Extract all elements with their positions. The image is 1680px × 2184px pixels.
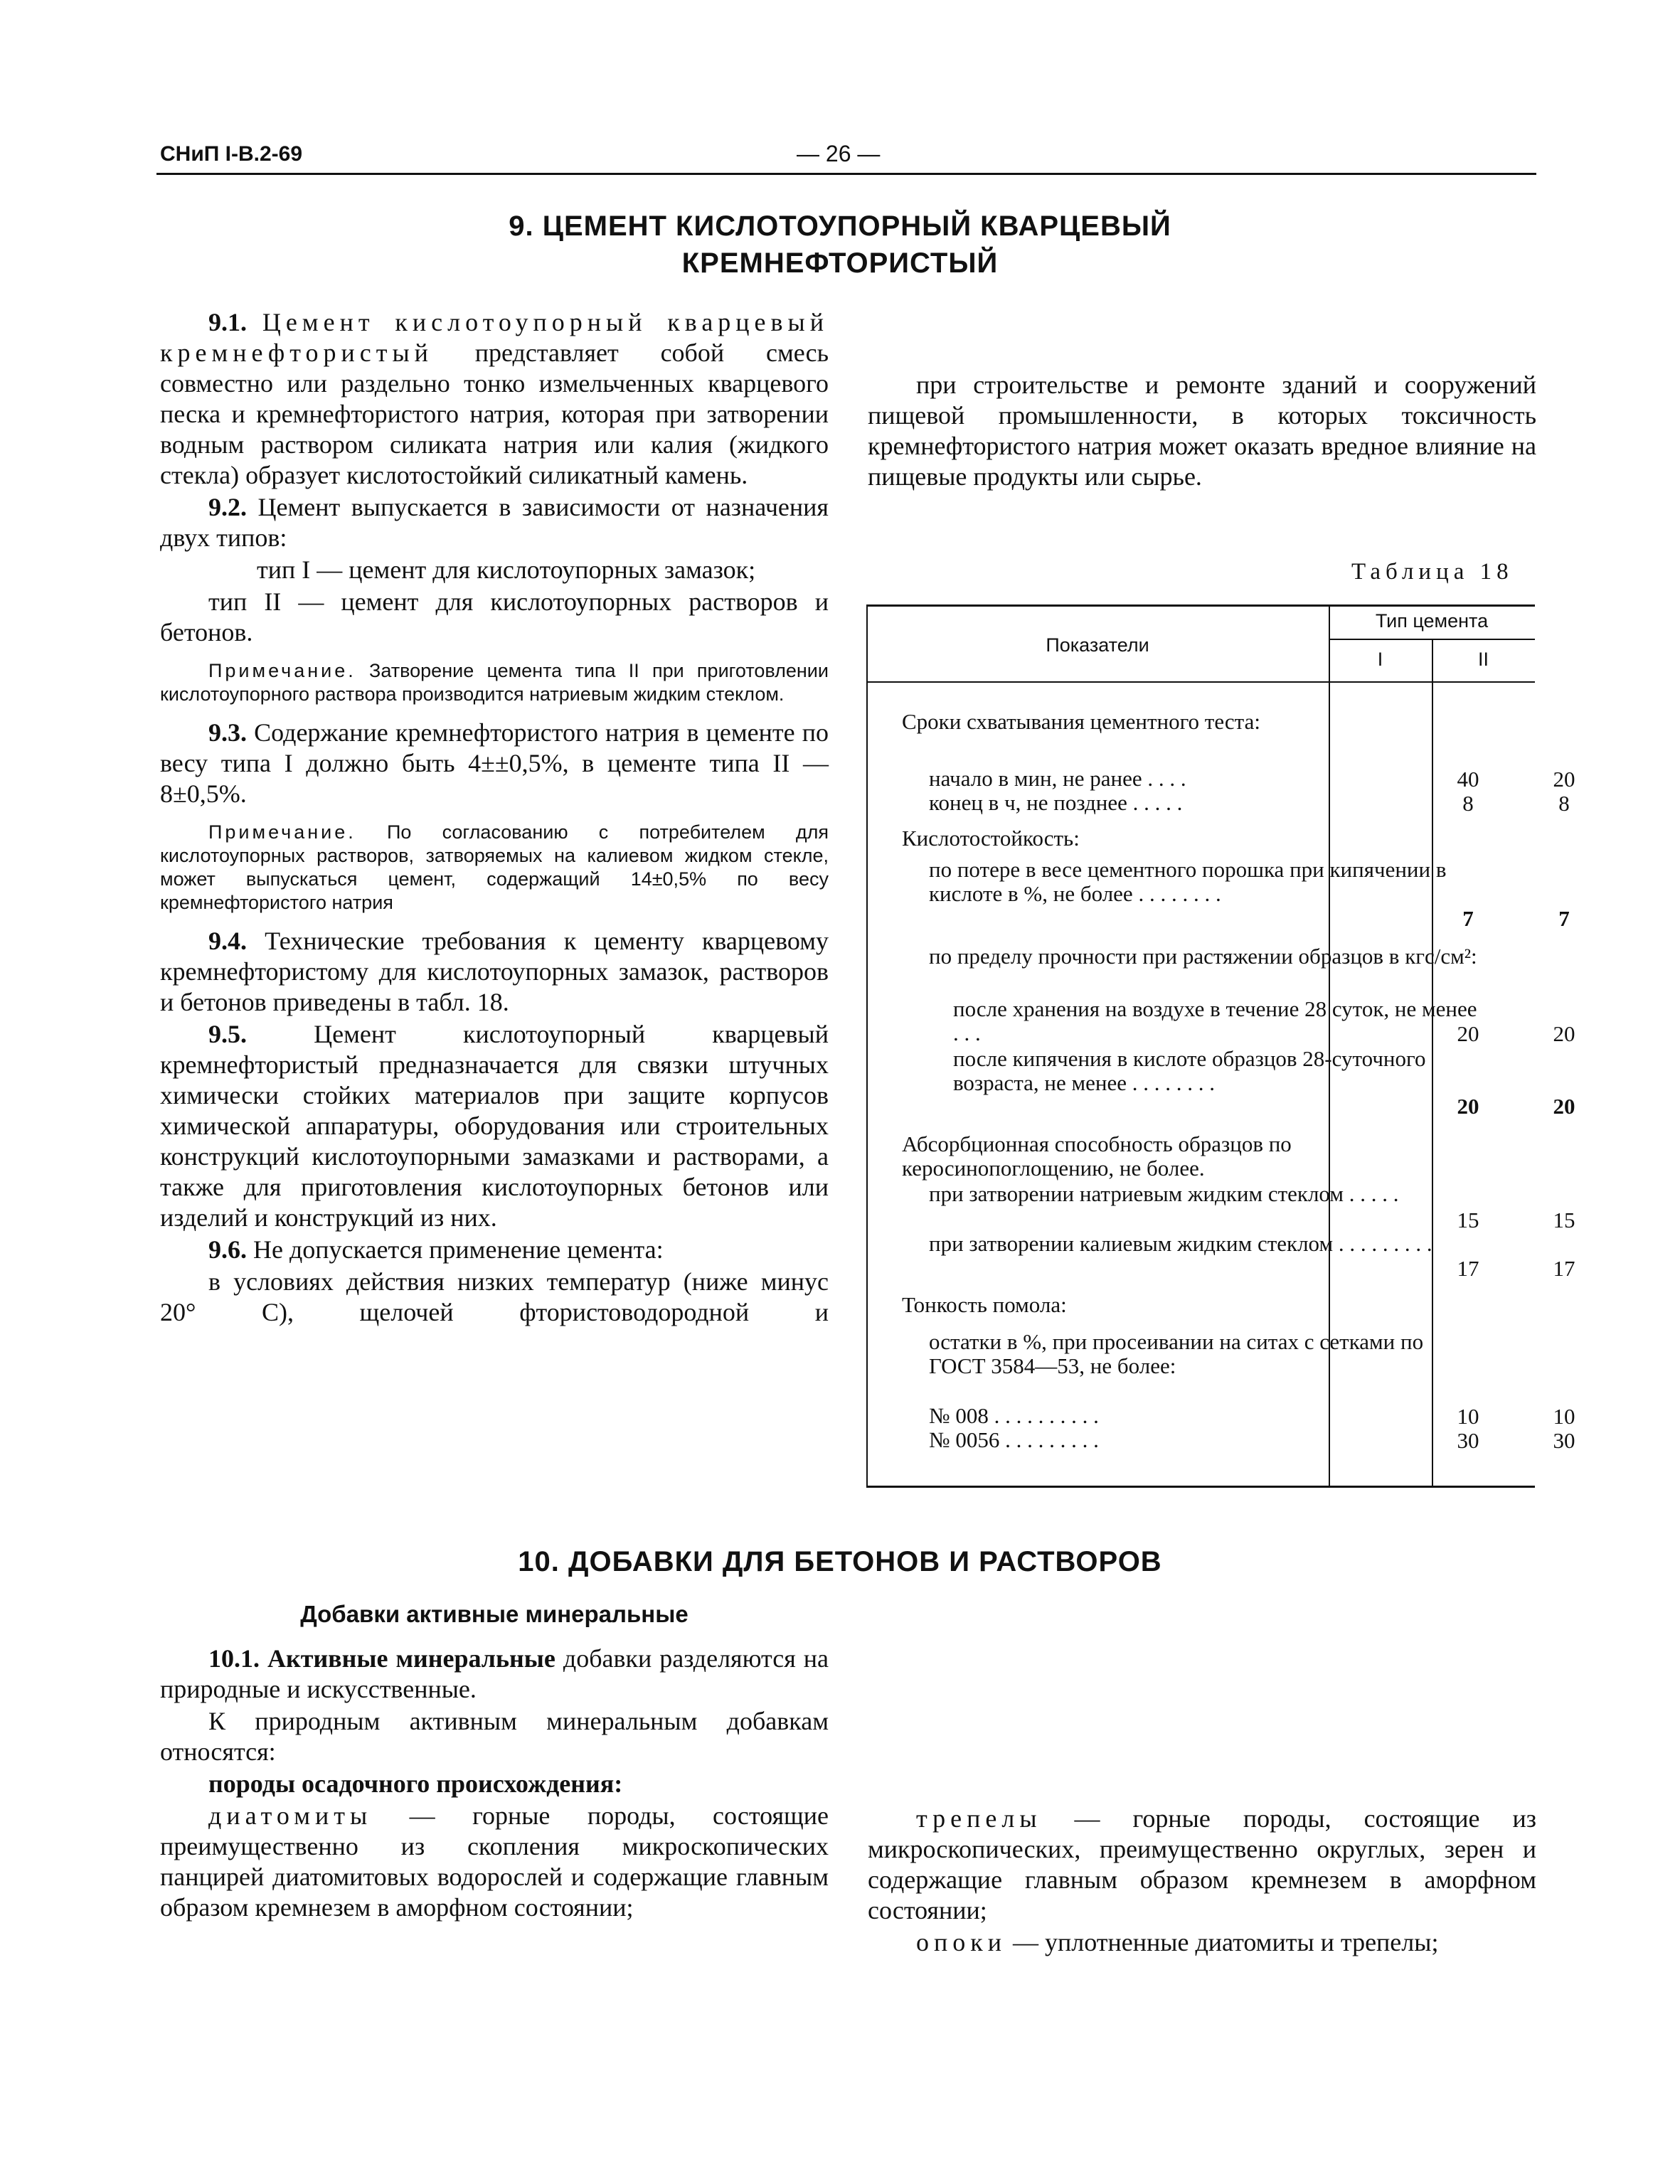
table-cell-type-ii: 17 — [1553, 1256, 1575, 1281]
term: опоки — [916, 1928, 1007, 1956]
table-cell-type-i: 20 — [1457, 1094, 1479, 1119]
section-10-left-column — [160, 1599, 829, 1924]
table-cell-type-i: 20 — [1457, 1021, 1479, 1046]
paragraph-9-3 — [160, 718, 829, 809]
paragraph-9-6-item-2: при строительстве и ремонте зданий и сооружений пищевой промышленности, в которых токсичность кремнефтористого натрия может оказать вредное влияние на пищевые продукты или сырье. — [868, 371, 1536, 491]
table-cell-type-i: 40 — [1457, 767, 1479, 792]
paragraph-10-1-natural: К природным активным минеральным добавкам относятся: — [160, 1707, 829, 1766]
header-type-ii: II — [1477, 649, 1489, 670]
term: трепелы — [916, 1804, 1042, 1833]
table-row-label: после кипячения в кислоте образцов 28-суточного возраста, не менее . . . . . . . . — [953, 1046, 1426, 1095]
paragraph-9-6-item-1: в условиях действия низких температур (ниже минус 20° С), щелочей фтористоводородной и — [160, 1267, 829, 1326]
table-row-label: при затворении калиевым жидким стеклом . . . . . . . . . — [929, 1231, 1432, 1256]
table-row-label: по пределу прочности при растяжении образцов в кгс/см²: — [929, 944, 1477, 969]
table-row-label: Абсорбционная способность образцов по керосинопоглощению, не более. — [902, 1131, 1292, 1181]
paragraph-text: Цемент выпускается в зависимости от назначения двух типов: — [160, 493, 829, 552]
term: диатомиты — [208, 1801, 373, 1830]
paragraph-9-6 — [160, 1235, 829, 1265]
paragraph-number: 9.3. — [208, 718, 247, 747]
table-cell-type-ii: 30 — [1553, 1428, 1575, 1453]
paragraph-9-2 — [160, 492, 829, 553]
table-cell-type-ii: 20 — [1553, 1094, 1575, 1119]
paragraph-text: Цемент кислотоупорный кварцевый кремнефтористый предназначается для связки штучных химически стойких материалов при защите корпусов химической аппаратуры, оборудования или строительных конструкций кислотоупорными замазками и растворами, а также для приготовления кислотоупорных бетонов или изделий и конструкций из них. — [160, 1020, 829, 1232]
table-cell-type-i: 7 — [1462, 906, 1474, 931]
table-row-label: после хранения на воздухе в течение 28 суток, не менее . . . — [953, 996, 1477, 1045]
term: Цемент кислотоупорный кварцевый кремнефтористый — [160, 308, 829, 367]
paragraph-text: добавки разделяются на природные и искусственные. — [160, 1644, 829, 1703]
table-row-label: конец в ч, не позднее . . . . . — [929, 790, 1183, 815]
paragraph-text: — горные породы, состоящие из микроскопических, преимущественно округлых, зерен и содержащие главным образом кремнезем в аморфном состоянии; — [868, 1804, 1537, 1924]
table-18 — [866, 604, 1575, 1488]
tripoli-item — [868, 1804, 1536, 1926]
header-type-i: I — [1377, 649, 1383, 670]
table-cell-type-i: 17 — [1457, 1256, 1479, 1281]
page-number: — 26 — — [797, 141, 881, 166]
paragraph-9-6-item-1-continuation — [868, 307, 1536, 368]
note-label: Примечание. — [208, 660, 356, 681]
header-cement-type: Тип цемента — [1375, 610, 1489, 632]
sedimentary-heading: породы осадочного происхождения: — [208, 1769, 623, 1798]
table-cell-type-i: 8 — [1462, 791, 1474, 816]
paragraph-text: Содержание кремнефтористого натрия в цементе по весу типа I должно быть 4±±0,5%, в цементе типа II — 8±0,5%. — [160, 718, 829, 808]
note-label: Примечание. — [208, 821, 356, 843]
paragraph-text: Технические требования к цементу кварцевому кремнефтористому для кислотоупорных замазок, растворов и бетонов приведены в табл. 18. — [160, 927, 829, 1016]
subsection-title: Добавки активные минеральные — [300, 1601, 689, 1627]
table-row-label: по потере в весе цементного порошка при кипячении в кислоте в %, не более . . . . . . . . — [929, 857, 1447, 906]
opoka-item — [868, 1927, 1536, 1958]
section-10-right-column — [868, 1804, 1536, 1959]
table-row-label: начало в мин, не ранее . . . . — [929, 766, 1186, 791]
section-9-right-column — [868, 307, 1536, 494]
table-cell-type-i: 30 — [1457, 1428, 1479, 1453]
document-code: СНиП I-В.2-69 — [160, 142, 303, 166]
table-row-label: Тонкость помола: — [902, 1292, 1067, 1317]
table-cell-type-ii: 10 — [1553, 1404, 1575, 1429]
note-text: Затворение цемента типа II при приготовлении кислотоупорного раствора производится натриевым жидким стеклом. — [160, 660, 829, 705]
paragraph-text: представляет собой смесь совместно или раздельно тонко измельченных кварцевого песка и кремнефтористого натрия, которая при затворении водным раствором силиката натрия или калия (жидкого стекла) образует кислотостойкий силикатный камень. — [160, 339, 829, 489]
table-row-label: Кислотостойкость: — [902, 826, 1080, 851]
table-row-label: остатки в %, при просеивании на ситах с сетками по ГОСТ 3584—53, не более: — [929, 1329, 1424, 1378]
table-left-border — [866, 604, 868, 1488]
table-18-caption: Таблица 18 — [1351, 559, 1514, 585]
paragraph-text: Не допускается применение цемента: — [253, 1235, 664, 1264]
table-cell-type-i: 15 — [1457, 1208, 1479, 1232]
paragraph-number: 10.1. — [208, 1644, 260, 1673]
header-bottom-border — [866, 681, 1535, 683]
paragraph-number: 9.1. — [208, 308, 247, 336]
type-1-item: тип I — цемент для кислотоупорных замазок; — [257, 555, 756, 584]
paragraph-10-1 — [160, 1644, 829, 1705]
note-text: По согласованию с потребителем для кислотоупорных растворов, затворяемых на калиевом жидком стекле, может выпускаться цемент, содержащий 14±0,5% по весу кремнефтористого натрия — [160, 821, 829, 913]
table-cell-type-ii: 7 — [1558, 906, 1570, 931]
section-9-left-column — [160, 307, 829, 1329]
header-rule — [156, 173, 1536, 175]
diatomite-item — [160, 1801, 829, 1923]
section-9-title — [0, 208, 1680, 282]
paragraph-number: 9.6. — [208, 1235, 247, 1264]
table-top-border — [866, 604, 1535, 607]
paragraph-9-4 — [160, 926, 829, 1018]
table-row-label: № 0056 . . . . . . . . . — [929, 1427, 1099, 1452]
paragraph-9-1 — [160, 307, 829, 491]
type-2-item: тип II — цемент для кислотоупорных растворов и бетонов. — [160, 587, 829, 646]
table-cell-type-ii: 8 — [1558, 791, 1570, 816]
table-bottom-border — [866, 1486, 1535, 1488]
section-10-title: 10. ДОБАВКИ ДЛЯ БЕТОНОВ И РАСТВОРОВ — [518, 1546, 1162, 1577]
paragraph-number: 9.4. — [208, 927, 247, 955]
note-1 — [160, 659, 829, 706]
paragraph-text: — уплотненные диатомиты и трепелы; — [1013, 1928, 1439, 1956]
table-cell-type-ii: 20 — [1553, 767, 1575, 792]
table-row-label: Сроки схватывания цементного теста: — [902, 709, 1260, 734]
table-row-label: № 008 . . . . . . . . . . — [929, 1403, 1099, 1428]
table-row-label: при затворении натриевым жидким стеклом . . . . . — [929, 1181, 1399, 1206]
paragraph-9-5 — [160, 1019, 829, 1233]
section-9-title-line1: 9. ЦЕМЕНТ КИСЛОТОУПОРНЫЙ КВАРЦЕВЫЙ — [509, 211, 1171, 242]
note-2 — [160, 821, 829, 915]
header-indicators: Показатели — [1046, 634, 1149, 656]
table-cell-type-ii: 20 — [1553, 1021, 1575, 1046]
paragraph-number: 9.2. — [208, 493, 247, 521]
paragraph-text: — горные породы, состоящие преимущественно из скопления микроскопических панцирей диатомитовых водорослей и содержащие главным образом кремнезем в аморфном состоянии; — [160, 1801, 829, 1922]
paragraph-number: 9.5. — [208, 1020, 247, 1048]
table-cell-type-i: 10 — [1457, 1404, 1479, 1429]
table-cell-type-ii: 15 — [1553, 1208, 1575, 1232]
section-9-title-line2: КРЕМНЕФТОРИСТЫЙ — [681, 247, 999, 279]
term: Активные минеральные — [267, 1644, 555, 1673]
